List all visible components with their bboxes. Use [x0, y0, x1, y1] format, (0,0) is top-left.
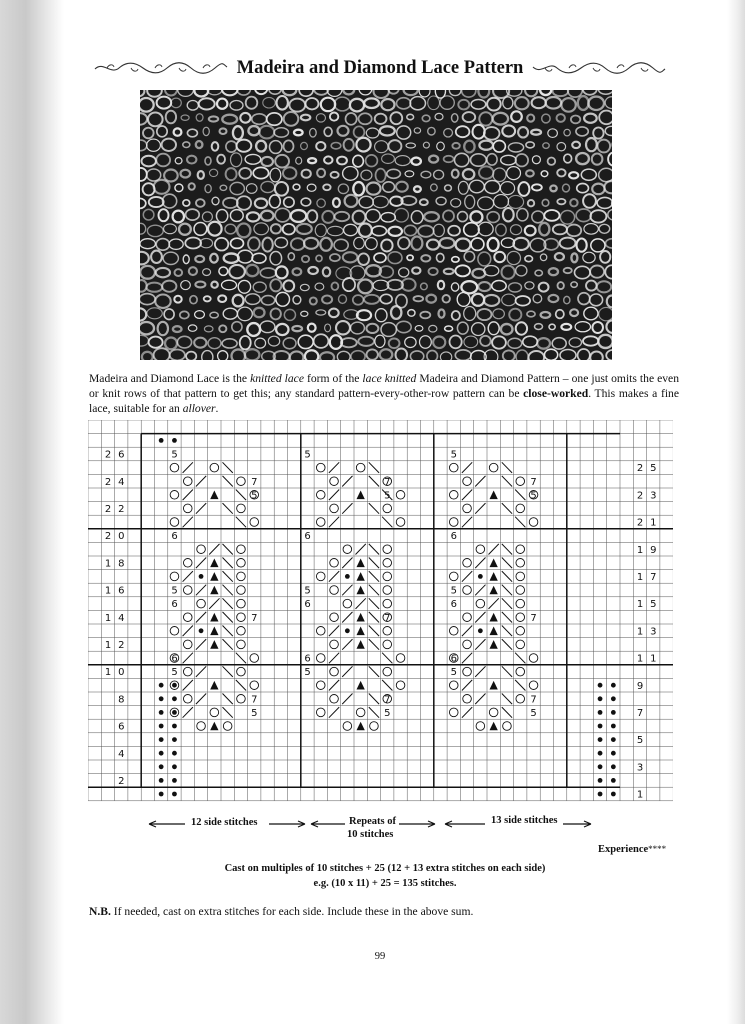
solid-dot — [611, 737, 616, 742]
row-number-right-digit: 5 — [650, 463, 657, 475]
solid-dot — [199, 628, 204, 633]
cell-number: 7 — [251, 612, 258, 624]
solid-dot — [598, 792, 603, 797]
lace-sample-photo — [140, 90, 612, 360]
cell-number: 7 — [384, 476, 391, 488]
solid-dot — [172, 764, 177, 769]
row-number-right-digit: 1 — [650, 517, 657, 529]
solid-dot — [172, 792, 177, 797]
solid-dot — [159, 737, 164, 742]
row-number-right-digit: 1 — [636, 544, 644, 556]
solid-dot — [478, 628, 483, 633]
solid-dot — [611, 710, 616, 715]
row-number-right-digit: 7 — [650, 572, 657, 583]
solid-dot — [172, 696, 177, 701]
cell-number: 5 — [384, 490, 391, 502]
cell-number: 5 — [530, 708, 537, 719]
row-number-left-digit: 1 — [104, 558, 112, 570]
solid-dot — [598, 696, 603, 701]
cell-number: 5 — [171, 667, 178, 679]
left-side-stitches-label: 12 side stitches — [191, 817, 258, 828]
cast-on-line1: Cast on multiples of 10 stitches + 25 (12 + 13 extra stitches on each side) — [224, 863, 546, 874]
row-number-right-digit: 2 — [636, 463, 644, 475]
cell-number: 5 — [450, 585, 457, 597]
cast-on-instructions — [150, 861, 620, 891]
row-number-right-digit: 1 — [636, 626, 644, 638]
row-number-left-digit: 8 — [118, 694, 125, 706]
solid-dot — [611, 724, 616, 729]
solid-dot — [172, 724, 177, 729]
row-number-right-digit: 1 — [636, 599, 644, 611]
cast-on-line2: e.g. (10 x 11) + 25 = 135 stitches. — [313, 878, 457, 889]
solid-dot — [172, 778, 177, 783]
solid-dot — [159, 696, 164, 701]
row-number-right-digit: 9 — [636, 680, 644, 692]
cell-number: 6 — [450, 653, 457, 665]
row-number-left-digit: 6 — [118, 721, 125, 733]
cell-number: 6 — [171, 531, 178, 543]
right-vine-ornament-icon — [531, 60, 667, 76]
row-number-left-digit: 8 — [118, 558, 125, 570]
solid-dot — [159, 764, 164, 769]
cell-number: 6 — [304, 531, 311, 543]
row-number-right-digit: 5 — [636, 735, 644, 747]
cell-number: 5 — [304, 585, 311, 597]
solid-dot — [598, 724, 603, 729]
solid-dot — [159, 438, 164, 443]
row-number-left-digit: 4 — [118, 476, 125, 488]
row-number-right-digit: 2 — [636, 490, 644, 502]
title-row — [80, 53, 680, 83]
cell-number: 5 — [530, 490, 537, 502]
solid-dot — [172, 751, 177, 756]
solid-dot — [598, 778, 603, 783]
solid-dot — [159, 724, 164, 729]
solid-dot — [478, 574, 483, 579]
solid-dot — [598, 710, 603, 715]
row-number-left-digit: 1 — [104, 640, 112, 651]
solid-dot — [172, 683, 177, 688]
solid-dot — [159, 792, 164, 797]
cell-number: 6 — [450, 531, 457, 543]
solid-dot — [159, 778, 164, 783]
solid-dot — [172, 438, 177, 443]
cell-number: 6 — [450, 599, 457, 611]
page-number: 99 — [374, 951, 386, 962]
solid-dot — [611, 764, 616, 769]
solid-dot — [598, 683, 603, 688]
cell-number: 7 — [384, 612, 391, 624]
row-number-right-digit: 1 — [650, 653, 657, 665]
nb-note: N.B. If needed, cast on extra stitches for each side. Include these in the above sum. — [89, 905, 474, 918]
row-number-right-digit: 5 — [650, 599, 657, 611]
row-number-left-digit: 4 — [118, 612, 125, 624]
cell-number: 7 — [251, 476, 258, 488]
cell-number: 5 — [304, 449, 311, 461]
row-number-left-digit: 2 — [104, 476, 112, 488]
row-number-left-digit: 6 — [118, 585, 125, 597]
row-number-left-digit: 1 — [104, 667, 112, 679]
row-number-left-digit: 2 — [118, 776, 125, 787]
solid-dot — [598, 764, 603, 769]
solid-dot — [598, 751, 603, 756]
row-number-right-digit: 1 — [636, 572, 644, 583]
solid-dot — [172, 710, 177, 715]
cell-number: 7 — [530, 612, 537, 624]
cell-number: 5 — [251, 490, 258, 502]
cell-number: 5 — [450, 667, 457, 679]
row-number-right-digit: 1 — [636, 789, 644, 801]
experience-rating: Experience**** — [598, 844, 667, 855]
row-number-right-digit: 3 — [636, 762, 644, 774]
cell-number: 5 — [450, 449, 457, 461]
row-number-left-digit: 2 — [104, 449, 112, 461]
left-vine-ornament-icon — [93, 60, 229, 76]
solid-dot — [345, 574, 350, 579]
cell-number: 6 — [171, 653, 178, 665]
solid-dot — [611, 751, 616, 756]
book-gutter-shadow — [0, 0, 64, 1024]
cell-number: 5 — [384, 708, 391, 719]
cell-number: 6 — [304, 599, 311, 611]
row-number-left-digit: 2 — [118, 504, 125, 515]
page-edge-shadow — [727, 0, 745, 1024]
row-number-right-digit: 7 — [636, 708, 644, 719]
solid-dot — [199, 574, 204, 579]
solid-dot — [611, 778, 616, 783]
intro-paragraph: Madeira and Diamond Lace is the knitted lace form of the lace knitted Madeira and Diamond Pattern – one just omits the even or knit rows of that pattern to get this; any standard pattern-every-other-row pattern can be close-worked. This makes a fine lace, suitable for an allover. — [89, 372, 679, 415]
solid-dot — [159, 710, 164, 715]
cell-number: 5 — [171, 585, 178, 597]
cell-number: 5 — [171, 449, 178, 461]
cell-number: 7 — [530, 476, 537, 488]
row-number-left-digit: 6 — [118, 449, 125, 461]
solid-dot — [172, 737, 177, 742]
row-number-left-digit: 2 — [118, 640, 125, 651]
knitting-chart — [88, 420, 673, 810]
solid-dot — [598, 737, 603, 742]
right-side-stitches-label: 13 side stitches — [491, 815, 558, 826]
cell-number: 6 — [304, 653, 311, 665]
row-number-left-digit: 4 — [118, 748, 125, 760]
cell-number: 7 — [251, 694, 258, 706]
solid-dot — [345, 628, 350, 633]
solid-dot — [159, 683, 164, 688]
repeats-label-line2: 10 stitches — [347, 829, 394, 840]
cell-number: 7 — [384, 694, 391, 706]
row-number-left-digit: 1 — [104, 585, 112, 597]
cell-number: 5 — [304, 667, 311, 679]
row-number-right-digit: 1 — [636, 653, 644, 665]
stitch-labels — [145, 812, 595, 842]
solid-dot — [159, 751, 164, 756]
solid-dot — [611, 792, 616, 797]
row-number-left-digit: 0 — [118, 667, 125, 679]
experience-stars: **** — [648, 844, 667, 854]
row-number-left-digit: 1 — [104, 612, 112, 624]
cell-number: 7 — [530, 694, 537, 706]
row-number-left-digit: 2 — [104, 504, 112, 515]
cell-number: 6 — [171, 599, 178, 611]
repeats-label-line1: Repeats of — [349, 816, 396, 827]
row-number-right-digit: 3 — [650, 626, 657, 638]
solid-dot — [611, 696, 616, 701]
solid-dot — [611, 683, 616, 688]
cell-number: 5 — [251, 708, 258, 719]
page-title: Madeira and Diamond Lace Pattern — [236, 57, 524, 78]
row-number-right-digit: 2 — [636, 517, 644, 529]
row-number-right-digit: 9 — [650, 544, 657, 556]
row-number-right-digit: 3 — [650, 490, 657, 502]
row-number-left-digit: 0 — [118, 531, 125, 543]
row-number-left-digit: 2 — [104, 531, 112, 543]
